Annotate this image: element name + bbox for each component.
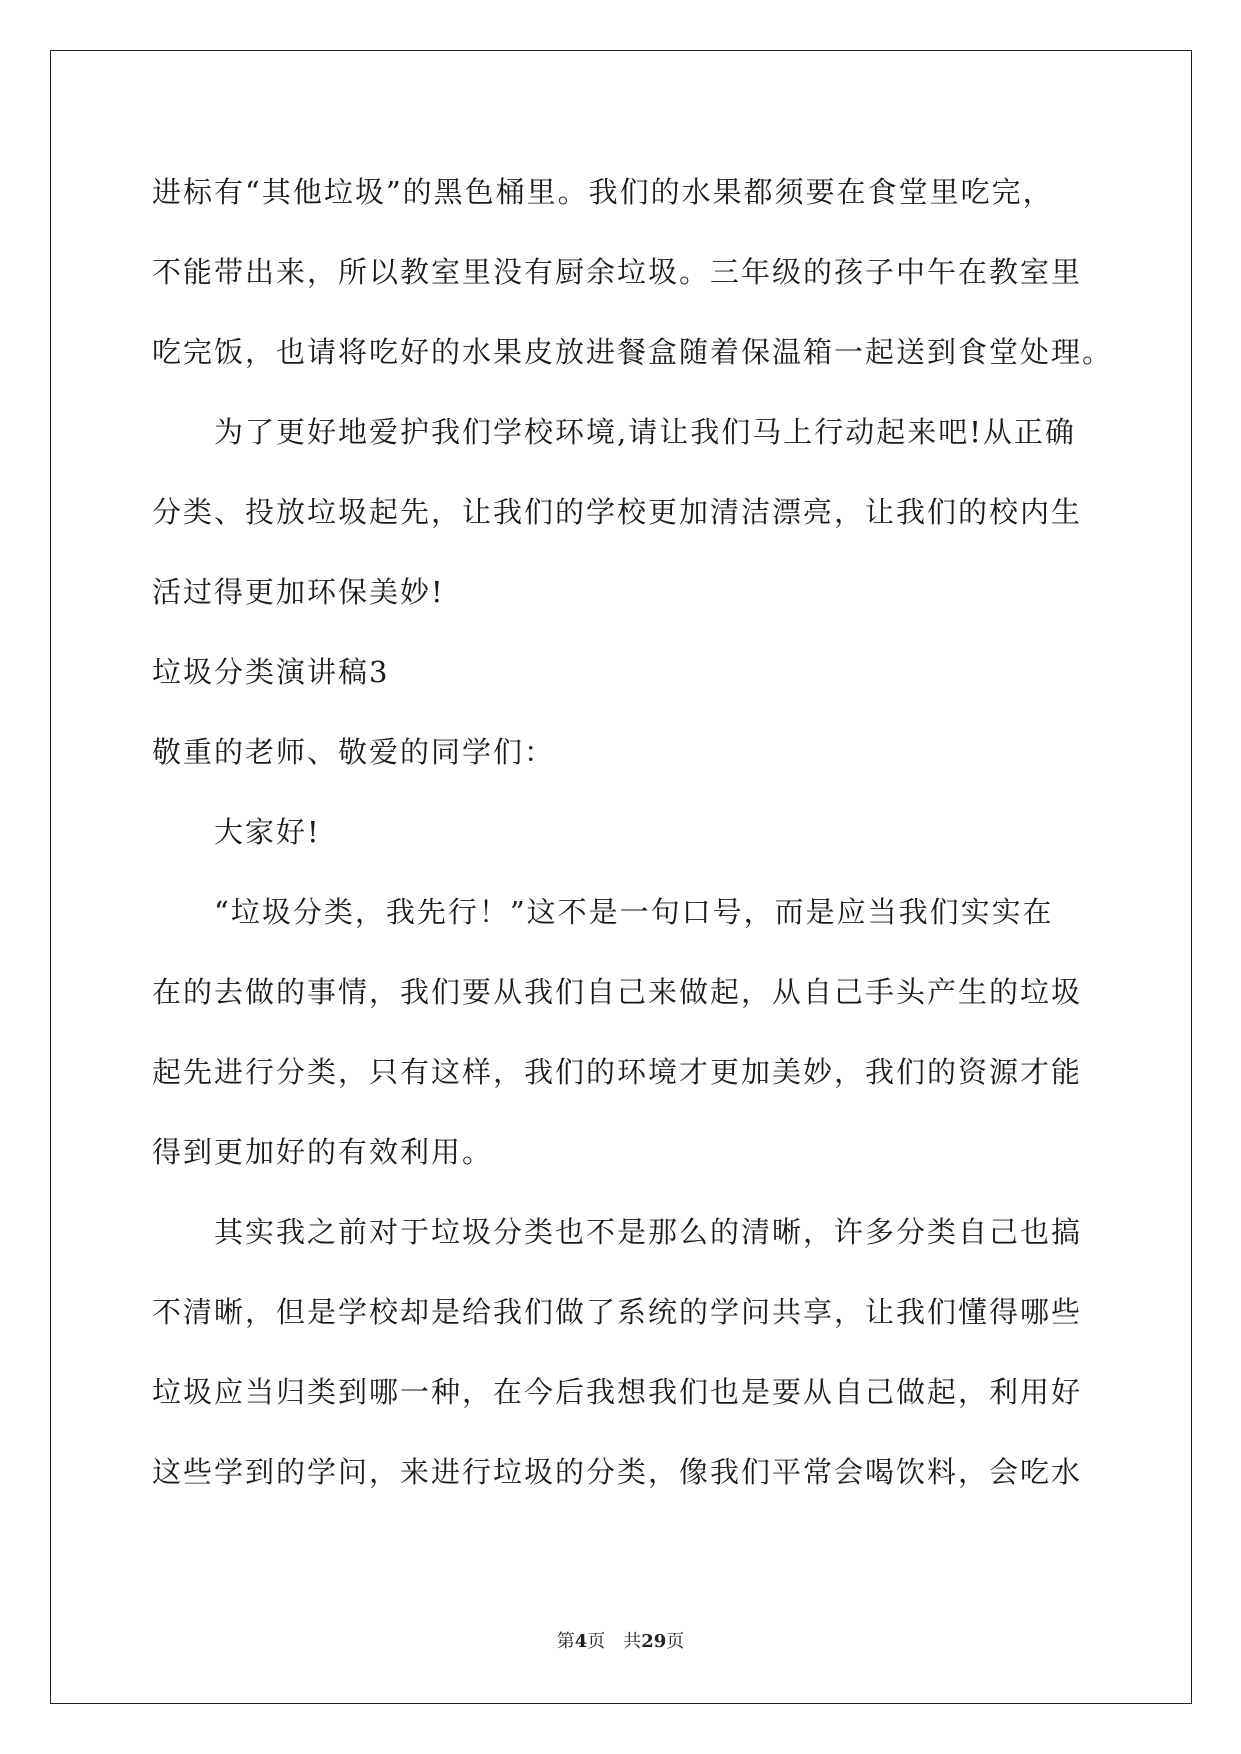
text-line: 不清晰，但是学校却是给我们做了系统的学问共享，让我们懂得哪些 bbox=[152, 1295, 1083, 1329]
text-line: 在的去做的事情，我们要从我们自己来做起，从自己手头产生的垃圾 bbox=[152, 975, 1083, 1009]
total-suffix: 页 bbox=[666, 1631, 685, 1652]
text-line: 这些学到的学问，来进行垃圾的分类，像我们平常会喝饮料，会吃水 bbox=[152, 1455, 1083, 1489]
page-prefix: 第 bbox=[556, 1631, 575, 1652]
text-line: 分类、投放垃圾起先，让我们的学校更加清洁漂亮，让我们的校内生 bbox=[152, 495, 1083, 529]
greeting: 大家好! bbox=[214, 815, 321, 849]
page-footer bbox=[0, 1630, 1241, 1654]
total-prefix: 共 bbox=[623, 1631, 642, 1652]
text-line: 不能带出来，所以教室里没有厨余垃圾。三年级的孩子中午在教室里 bbox=[152, 255, 1083, 289]
text-line: 得到更加好的有效利用。 bbox=[152, 1135, 494, 1169]
salutation: 敬重的老师、敬爱的同学们： bbox=[152, 735, 556, 769]
section-heading: 垃圾分类演讲稿3 bbox=[152, 655, 390, 689]
paragraph-start-line: “垃圾分类，我先行！”这不是一句口号，而是应当我们实实在 bbox=[214, 895, 1054, 929]
text-line: 活过得更加环保美妙! bbox=[152, 575, 445, 609]
paragraph-start-line: 为了更好地爱护我们学校环境,请让我们马上行动起来吧!从正确 bbox=[214, 415, 1076, 449]
document-body bbox=[152, 152, 1114, 1512]
text-line: 吃完饭，也请将吃好的水果皮放进餐盒随着保温箱一起送到食堂处理。 bbox=[152, 335, 1114, 369]
text-line: 进标有“其他垃圾”的黑色桶里。我们的水果都须要在食堂里吃完， bbox=[152, 175, 1054, 209]
paragraph-start-line: 其实我之前对于垃圾分类也不是那么的清晰，许多分类自己也搞 bbox=[214, 1215, 1083, 1249]
total-pages: 29 bbox=[641, 1631, 667, 1652]
text-line: 起先进行分类，只有这样，我们的环境才更加美妙，我们的资源才能 bbox=[152, 1055, 1083, 1089]
text-line: 垃圾应当归类到哪一种，在今后我想我们也是要从自己做起，利用好 bbox=[152, 1375, 1083, 1409]
page-suffix: 页 bbox=[587, 1631, 606, 1652]
page-number: 4 bbox=[574, 1631, 588, 1652]
